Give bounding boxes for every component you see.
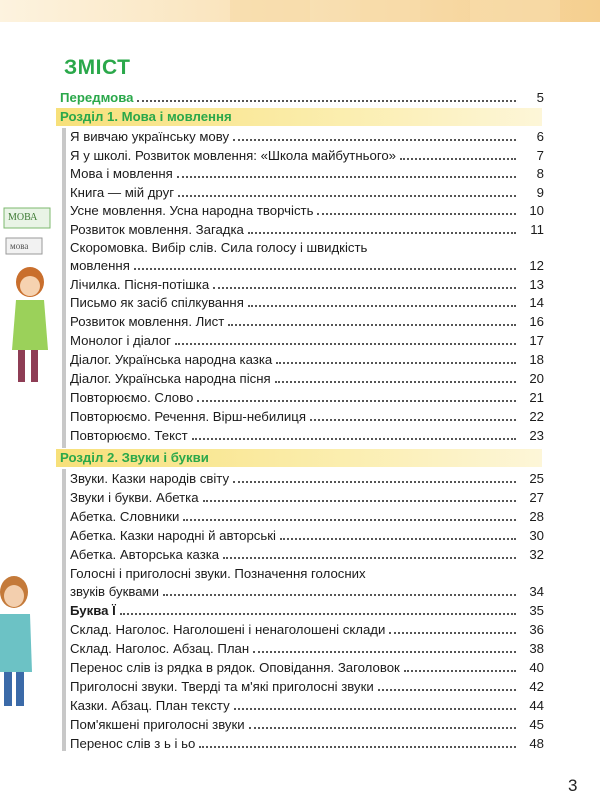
toc-entry-page: 27	[529, 490, 544, 505]
leader-dots	[223, 557, 516, 559]
toc-entry[interactable]	[70, 352, 544, 367]
toc-entry-page: 48	[529, 736, 544, 751]
toc-entry[interactable]	[70, 679, 544, 694]
leader-dots	[389, 632, 516, 634]
toc-entry-label: Розвиток мовлення. Загадка	[70, 222, 244, 237]
toc-entry-page: 20	[529, 371, 544, 386]
toc-entry[interactable]	[70, 222, 544, 237]
toc-entry-page: 32	[529, 547, 544, 562]
toc-entry-label: Діалог. Українська народна казка	[70, 352, 273, 367]
toc-entry-label: Лічилка. Пісня-потішка	[70, 277, 210, 292]
leader-dots	[178, 195, 516, 197]
toc-entry-label: звуків буквами	[70, 584, 159, 599]
toc-entry[interactable]	[70, 409, 544, 424]
boy-illustration	[0, 572, 34, 712]
toc-entry-page: 12	[529, 258, 544, 273]
leader-dots	[400, 158, 516, 160]
leader-dots	[228, 324, 516, 326]
leader-dots	[163, 594, 516, 596]
toc-entry-label: Пом'якшені приголосні звуки	[70, 717, 245, 732]
toc-entry[interactable]	[70, 333, 544, 348]
toc-entry[interactable]	[70, 314, 544, 329]
toc-entry-page: 45	[529, 717, 544, 732]
toc-entry[interactable]	[70, 641, 544, 656]
leader-dots	[275, 381, 516, 383]
leader-dots	[253, 651, 516, 653]
toc-entry-label: Повторюємо. Слово	[70, 390, 194, 405]
toc-entry[interactable]	[70, 584, 544, 599]
page-title: ЗМІСТ	[64, 56, 131, 79]
toc-entry-page: 36	[529, 622, 544, 637]
leader-dots	[233, 481, 516, 483]
leader-dots	[378, 689, 516, 691]
toc-entry-label: Діалог. Українська народна пісня	[70, 371, 271, 386]
toc-entry[interactable]	[70, 166, 544, 181]
toc-entry-page: 13	[529, 277, 544, 292]
leader-dots	[197, 400, 516, 402]
toc-entry[interactable]	[70, 295, 544, 310]
toc-entry[interactable]	[70, 390, 544, 405]
toc-entry-page: 35	[529, 603, 544, 618]
toc-entry-page: 7	[536, 148, 544, 163]
section-heading-2[interactable]	[56, 449, 542, 467]
leader-dots	[317, 213, 516, 215]
toc-entry-label: Звуки. Казки народів світу	[70, 471, 230, 486]
toc-entry[interactable]	[70, 428, 544, 443]
boy-figure-icon	[0, 572, 34, 712]
toc-entry-page: 30	[529, 528, 544, 543]
page-number: 3	[568, 776, 578, 795]
toc-entry-label: Перенос слів з ь і ьо	[70, 736, 196, 751]
toc-entry-page: 44	[529, 698, 544, 713]
leader-dots	[280, 538, 516, 540]
toc-entry-page: 11	[530, 222, 544, 237]
toc-entry-label: Я у школі. Розвиток мовлення: «Школа майбутнього»	[70, 148, 397, 163]
toc-entry-label: Склад. Наголос. Абзац. План	[70, 641, 250, 656]
leader-dots	[203, 500, 516, 502]
toc-entry-preface[interactable]	[60, 90, 544, 105]
section-heading-label: Розділ 2. Звуки і букви	[60, 450, 209, 465]
toc-entry-page: 18	[529, 352, 544, 367]
toc-entry[interactable]	[70, 371, 544, 386]
toc-entry-label: Абетка. Казки народні й авторські	[70, 528, 276, 543]
leader-dots	[134, 268, 516, 270]
leader-dots	[177, 176, 516, 178]
toc-entry-label: Повторюємо. Текст	[70, 428, 188, 443]
leader-dots	[120, 613, 516, 615]
toc-entry-label-line1: Скоромовка. Вибір слів. Сила голосу і швидкість	[70, 240, 368, 255]
leader-dots	[248, 232, 516, 234]
toc-entry[interactable]	[70, 203, 544, 218]
toc-entry-label: Абетка. Словники	[70, 509, 180, 524]
toc-entry[interactable]	[70, 471, 544, 486]
toc-entry-label: Абетка. Авторська казка	[70, 547, 220, 562]
section-heading-1[interactable]	[56, 108, 542, 126]
toc-entry-label: Казки. Абзац. План тексту	[70, 698, 230, 713]
toc-entry-page: 10	[529, 203, 544, 218]
toc-entry-label: Мова і мовлення	[70, 166, 173, 181]
toc-entry-label: Розвиток мовлення. Лист	[70, 314, 225, 329]
toc-entry[interactable]	[70, 547, 544, 562]
leader-dots	[249, 727, 516, 729]
sign-text-top: МОВА	[8, 212, 38, 223]
toc-entry[interactable]	[70, 185, 544, 200]
toc-entry-page: 28	[529, 509, 544, 524]
toc-entry-label: мовлення	[70, 258, 130, 273]
leader-dots	[199, 746, 516, 748]
toc-entry-page: 14	[529, 295, 544, 310]
toc-entry-label: Перенос слів із рядка в рядок. Оповідання. Заголовок	[70, 660, 400, 675]
section-heading-label: Розділ 1. Мова і мовлення	[60, 109, 232, 124]
leader-dots	[310, 419, 516, 421]
leader-dots	[137, 100, 516, 102]
toc-entry-page: 21	[529, 390, 544, 405]
toc-entry-page: 9	[536, 185, 544, 200]
toc-entry-page: 22	[529, 409, 544, 424]
toc-entry-label: Передмова	[60, 90, 134, 105]
leader-dots	[233, 139, 516, 141]
toc-entry[interactable]	[70, 698, 544, 713]
toc-entry-page: 6	[536, 129, 544, 144]
sign-text-bottom: мова	[10, 241, 29, 251]
section-bracket	[62, 128, 66, 448]
leader-dots	[276, 362, 516, 364]
toc-entry[interactable]	[70, 717, 544, 732]
toc-entry[interactable]	[70, 736, 544, 751]
toc-entry[interactable]	[70, 622, 544, 637]
toc-entry[interactable]	[70, 129, 544, 144]
leader-dots	[404, 670, 516, 672]
toc-entry[interactable]	[70, 603, 544, 618]
toc-entry-page: 16	[529, 314, 544, 329]
girl-illustration	[0, 200, 56, 390]
toc-entry-label: Монолог і діалог	[70, 333, 171, 348]
toc-entry[interactable]	[70, 490, 544, 505]
toc-entry-label: Я вивчаю українську мову	[70, 129, 230, 144]
toc-entry[interactable]	[70, 258, 544, 273]
leader-dots	[192, 438, 516, 440]
toc-entry-page: 34	[529, 584, 544, 599]
toc-entry-page: 38	[529, 641, 544, 656]
toc-entry[interactable]	[70, 277, 544, 292]
toc-entry-label: Книга — мій друг	[70, 185, 175, 200]
toc-entry-page: 23	[529, 428, 544, 443]
toc-entry[interactable]	[70, 509, 544, 524]
toc-entry-label: Склад. Наголос. Наголошені і ненаголошені склади	[70, 622, 386, 637]
section-bracket	[62, 469, 66, 751]
toc-entry-page: 40	[529, 660, 544, 675]
toc-entry-label: Письмо як засіб спілкування	[70, 295, 244, 310]
toc-entry-label: Усне мовлення. Усна народна творчість	[70, 203, 314, 218]
toc-entry-page: 25	[529, 471, 544, 486]
toc-entry-page: 8	[536, 166, 544, 181]
leader-dots	[175, 343, 516, 345]
toc-entry-label: Повторюємо. Речення. Вірш-небилиця	[70, 409, 306, 424]
toc-entry-label-line1: Голосні і приголосні звуки. Позначення голосних	[70, 566, 366, 581]
toc-entry-label: Буква Ї	[70, 603, 116, 618]
toc-entry-page: 42	[529, 679, 544, 694]
girl-figure-icon	[0, 200, 56, 390]
toc-entry-label: Приголосні звуки. Тверді та м'які приголосні звуки	[70, 679, 374, 694]
toc-entry-label: Звуки і букви. Абетка	[70, 490, 199, 505]
toc-entry[interactable]	[70, 148, 544, 163]
toc-entry-page: 17	[529, 333, 544, 348]
leader-dots	[234, 708, 516, 710]
toc-entry-page: 5	[536, 90, 544, 105]
leader-dots	[248, 305, 516, 307]
leader-dots	[213, 287, 516, 289]
toc-entry[interactable]	[70, 528, 544, 543]
toc-entry[interactable]	[70, 660, 544, 675]
leader-dots	[183, 519, 516, 521]
